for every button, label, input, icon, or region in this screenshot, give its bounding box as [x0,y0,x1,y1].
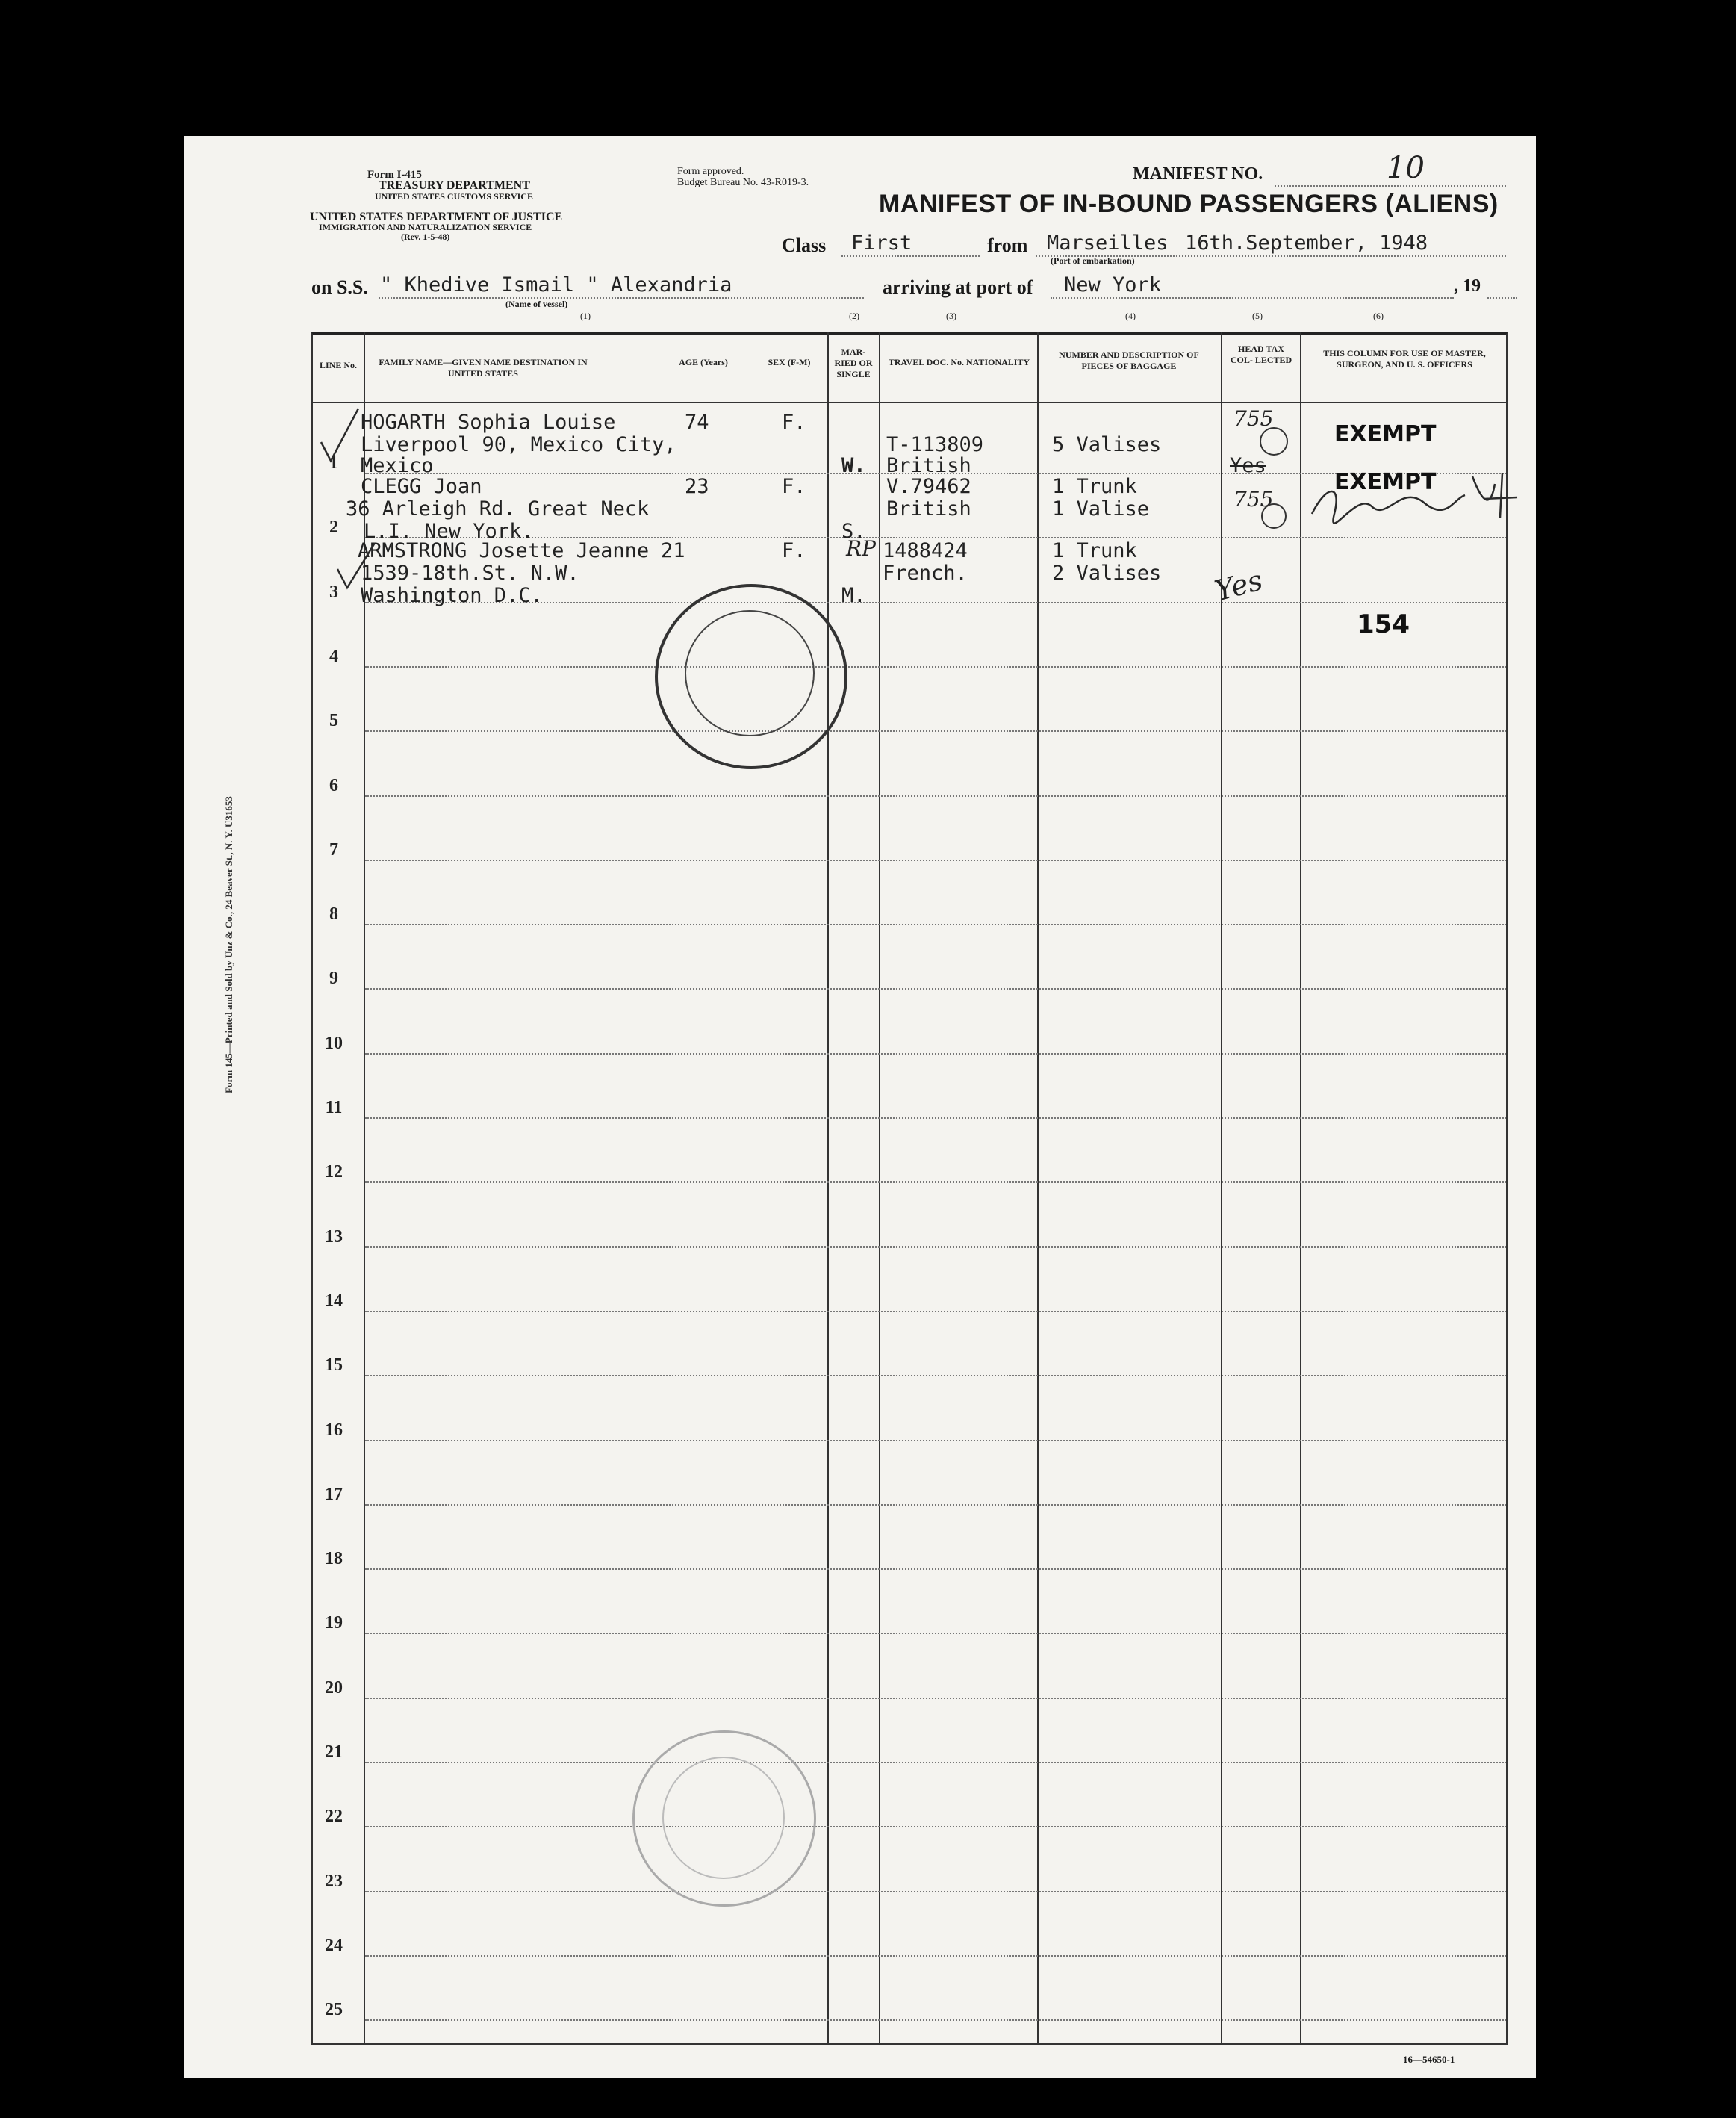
line-number: 8 [329,904,338,925]
passenger-3-nationality: French. [883,562,968,585]
col-divider [827,332,829,2045]
row-rule [365,1568,1506,1570]
passenger-1-travel-doc: T-113809 [886,433,984,456]
row-rule [365,1375,1506,1376]
line-number: 16 [325,1420,343,1440]
row-rule [365,1633,1506,1634]
passenger-3-sex: F. [782,539,806,562]
row-rule [365,988,1506,990]
official-stamp-inner [685,610,815,736]
row-rule [365,1826,1506,1827]
col-header-baggage: NUMBER AND DESCRIPTION OF PIECES OF BAGGAGE [1059,350,1199,371]
row-rule [365,1504,1506,1506]
passenger-1-dest-1: Liverpool 90, Mexico City, [361,433,676,456]
col-header-name: FAMILY NAME—GIVEN NAME DESTINATION IN UNITED STATES [379,357,588,379]
row-rule [365,1053,1506,1055]
passenger-2-dest-2: L.I. New York. [364,520,534,543]
class-label: Class [782,235,827,256]
passenger-2-baggage-2: 1 Valise [1052,497,1150,521]
line-number: 14 [325,1291,343,1311]
line-number: 12 [325,1162,343,1182]
passenger-1-head-tax-note: Yes [1230,454,1266,477]
col-header-married: MAR- RIED OR SINGLE [834,347,873,379]
passenger-2-name: CLEGG Joan [361,475,482,498]
faded-stamp-inner [662,1757,785,1879]
manifest-no-label: MANIFEST NO. [1133,164,1263,184]
row-rule [365,1440,1506,1441]
passenger-3-head-tax-note: Yes [1211,563,1266,608]
ins-service: IMMIGRATION AND NATURALIZATION SERVICE [319,222,532,232]
passenger-3-travel-doc: 1488424 [883,539,968,562]
passenger-3-officer-note: 154 [1357,609,1410,639]
passenger-3-marital: M. [841,584,866,607]
passenger-3-doc-prefix: RP [846,536,876,561]
passenger-2-marital: S. [841,520,866,543]
arriving-value: New York [1064,273,1162,296]
row-rule [365,1117,1506,1119]
col-header-officers: THIS COLUMN FOR USE OF MASTER, SURGEON, AND U. S. OFFICERS [1323,348,1486,370]
passenger-3-dest-1: 1539-18th.St. N.W. [361,562,579,585]
col-num-6: (6) [1373,311,1384,321]
col-divider [1300,332,1301,2045]
vessel-line [379,297,864,299]
passenger-3-age: 21 [661,539,685,562]
line-number: 6 [329,775,338,795]
line-number: 25 [325,2000,343,2020]
line-number: 15 [325,1355,343,1376]
line-number: 11 [325,1098,343,1117]
header-bottom-rule [311,402,1508,403]
manifest-no-value: 10 [1387,151,1425,185]
circled-e-stamp [1260,427,1288,456]
row-rule [365,795,1506,797]
line-number: 13 [325,1226,343,1246]
arriving-label: arriving at port of [883,276,1033,298]
row-rule [365,924,1506,925]
passenger-3-baggage-1: 1 Trunk [1052,539,1137,562]
manifest-page [184,136,1536,2078]
passenger-1-dest-2: Mexico [361,454,434,477]
officer-signature [1304,462,1521,529]
side-print: Form 145—Printed and Sold by Unz & Co., 24 Beaver St., N. Y. U31653 [223,796,234,1093]
from-value: Marseilles [1047,232,1169,255]
on-ss-label: on S.S. [311,276,368,298]
row-rule [365,1311,1506,1312]
row-rule [365,860,1506,861]
col-header-sex: SEX (F-M) [768,357,811,367]
row-rule [365,1246,1506,1248]
passenger-1-nationality: British [886,454,971,477]
class-line [841,255,980,257]
row-rule [365,1698,1506,1699]
passenger-1-marital: W. [841,454,866,477]
customs-service: UNITED STATES CUSTOMS SERVICE [375,191,533,202]
line-number: 4 [329,646,338,666]
passenger-3-baggage-2: 2 Valises [1052,562,1162,585]
passenger-1-age: 74 [685,411,709,434]
check-mark [317,405,362,465]
year-line [1487,297,1517,299]
col-header-travel: TRAVEL DOC. No. NATIONALITY [888,357,1030,367]
col-num-2: (2) [849,311,859,321]
treasury-dept: TREASURY DEPARTMENT [379,179,530,192]
passenger-2-nationality: British [886,497,971,521]
sailing-date: 16th.September, 1948 [1185,232,1428,255]
line-number: 22 [325,1807,343,1827]
port-embark-caption: (Port of embarkation) [1051,255,1135,266]
manifest-title: MANIFEST OF IN-BOUND PASSENGERS (ALIENS) [879,190,1499,218]
form-number: Form I-415 [367,169,422,181]
line-number: 2 [329,518,338,538]
year-suffix: , 19 [1454,276,1481,296]
passenger-1-baggage: 5 Valises [1052,433,1162,456]
vessel-col-num: (1) [580,311,591,321]
circled-e-stamp [1261,503,1287,529]
col-header-line-no: LINE No. [319,360,357,370]
manifest-no-line [1275,185,1506,187]
line-number: 24 [325,1935,343,1955]
line-number: 3 [329,582,338,602]
revision: (Rev. 1-5-48) [401,232,450,242]
row-rule [365,1181,1506,1183]
col-divider [879,332,880,2045]
line-number: 18 [325,1549,343,1569]
line-number: 20 [325,1677,343,1698]
justice-dept: UNITED STATES DEPARTMENT OF JUSTICE [310,211,563,223]
passenger-1-head-tax: 755 [1233,406,1274,431]
col-divider [1037,332,1039,2045]
vessel-caption: (Name of vessel) [505,299,568,309]
class-value: First [851,232,912,255]
line-number: 1 [329,453,338,473]
passenger-2-officer-note: EXEMPT [1334,469,1437,495]
line-number: 23 [325,1871,343,1891]
line-number: 9 [329,969,338,989]
line-number: 21 [325,1742,343,1762]
form-approved: Form approved. [677,166,744,177]
row-rule [365,730,1506,732]
passenger-2-travel-doc: V.79462 [886,475,971,498]
passenger-2-baggage-1: 1 Trunk [1052,475,1137,498]
col-header-age: AGE (Years) [679,357,728,367]
row-rule [365,1891,1506,1892]
passenger-2-dest-1: 36 Arleigh Rd. Great Neck [346,497,650,521]
passenger-1-name: HOGARTH Sophia Louise [361,411,616,434]
passenger-3-name: ARMSTRONG Josette Jeanne [358,539,650,562]
passenger-2-sex: F. [782,475,806,498]
passenger-3-dest-2: Washington D.C. [361,584,543,607]
line-number: 10 [325,1033,343,1053]
passenger-1-officer-note: EXEMPT [1334,421,1437,447]
col-num-3: (3) [946,311,956,321]
footer-code: 16—54650-1 [1403,2054,1455,2065]
row-rule [365,2019,1506,2021]
passenger-1-sex: F. [782,411,806,434]
col-num-5: (5) [1252,311,1263,321]
row-rule [365,1955,1506,1957]
budget-bureau: Budget Bureau No. 43-R019-3. [677,177,809,188]
from-label: from [987,235,1028,256]
row-rule [365,666,1506,668]
col-num-4: (4) [1125,311,1136,321]
line-number: 7 [329,839,338,860]
passenger-2-age: 23 [685,475,709,498]
line-number: 17 [325,1484,343,1504]
vessel-value: " Khedive Ismail " Alexandria [380,273,732,296]
line-number: 19 [325,1613,343,1633]
passenger-2-head-tax: 755 [1233,487,1274,512]
arriving-line [1051,297,1454,299]
row-rule [365,537,1506,538]
line-number: 5 [329,711,338,731]
col-header-head-tax: HEAD TAX COL- LECTED [1230,344,1292,365]
check-mark [334,539,379,591]
row-rule [365,1762,1506,1763]
